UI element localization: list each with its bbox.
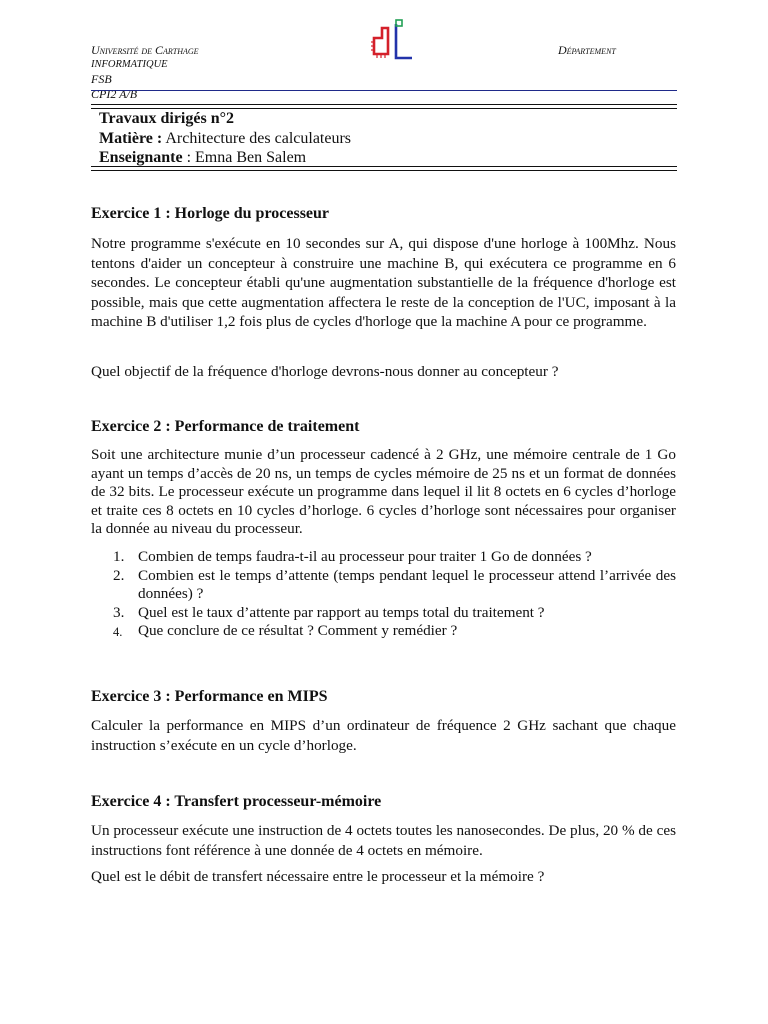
logo-red-shape <box>374 28 388 54</box>
title-block <box>99 109 351 168</box>
exercise-2-questions <box>91 548 676 641</box>
list-item: 1. Combien de temps faudra-t-il au processeur pour traiter 1 Go de données ? <box>113 548 592 565</box>
class-label: CPI2 A/B <box>91 86 138 101</box>
enseignante-line: Enseignante : Emna Ben Salem <box>99 149 307 166</box>
university-name: Université de Carthage <box>91 43 199 57</box>
list-item: 3. Quel est le taux d’attente par rapport au temps total du traitement ? <box>113 603 545 621</box>
exercise-3-title: Exercice 3 : Performance en MIPS <box>91 688 328 705</box>
department-label: Département <box>558 43 616 57</box>
exercise-4-statement: Un processeur exécute une instruction de 4 octets toutes les nanosecondes. De plus, 20 % de ces instructions font référence à une donnée de 4 octets en mémoire. <box>91 822 676 859</box>
header-divider <box>91 90 677 91</box>
list-item: 2. Combien est le temps d’attente (temps pendant lequel le processeur attend l’arrivée des données) ? <box>113 566 676 602</box>
exercise-4-title: Exercice 4 : Transfert processeur-mémoire <box>91 793 382 810</box>
exercise-2-statement: Soit une architecture munie d’un processeur cadencé à 2 GHz, une mémoire centrale de 1 Go ayant un temps d’accès de 20 ns, un temps de cycles mémoire de 25 ns et un format de données de 32 bits. Le processeur exécute un programme dans lequel il lit 8 octets en 6 cycles d’horloge et traite ces 8 octets en 10 cycles d’horloge. 6 cycles d’horloge sont nécessaires pour organiser la donnée au niveau du processeur. <box>91 446 676 537</box>
matiere-line: Matière : Architecture des calculateurs <box>99 129 352 147</box>
exercise-1-statement: Notre programme s'exécute en 10 secondes sur A, qui dispose d'une horloge à 100Mhz. Nous tentons d'aider un concepteur à construire une machine B, qui exécutera ce programme en 6 secondes. Le concepteur établi qu'une augmentation substantielle de la fréquence d'horloge est possible, mais que cette augmentation affectera le reste de la conception de l'UC, imposant à la machine B d'utiliser 1,2 fois plus de cycles d'horloge que la machine A pour ce programme. <box>91 235 676 331</box>
list-item: 4. Que conclure de ce résultat ? Comment y remédier ? <box>113 622 458 639</box>
faculty-logo <box>366 18 418 66</box>
exercise-1-title: Exercice 1 : Horloge du processeur <box>91 205 330 222</box>
exercise-2-title: Exercice 2 : Performance de traitement <box>91 418 360 435</box>
exercise-4-question: Quel est le débit de transfert nécessaire entre le processeur et la mémoire ? <box>91 868 545 885</box>
logo-blue-shape <box>396 24 412 58</box>
exercise-1-question: Quel objectif de la fréquence d'horloge devrons-nous donner au concepteur ? <box>91 363 559 380</box>
exercise-3-statement: Calculer la performance en MIPS d’un ordinateur de fréquence 2 GHz sachant que chaque instruction s’exécute en un cycle d’horloge. <box>91 717 676 754</box>
fsb-label: FSB <box>91 72 112 86</box>
header-left <box>91 43 199 101</box>
title-box-bottom-rule <box>91 166 677 171</box>
td-title: Travaux dirigés n°2 <box>99 110 234 127</box>
informatique-label: INFORMATIQUE <box>91 58 168 70</box>
